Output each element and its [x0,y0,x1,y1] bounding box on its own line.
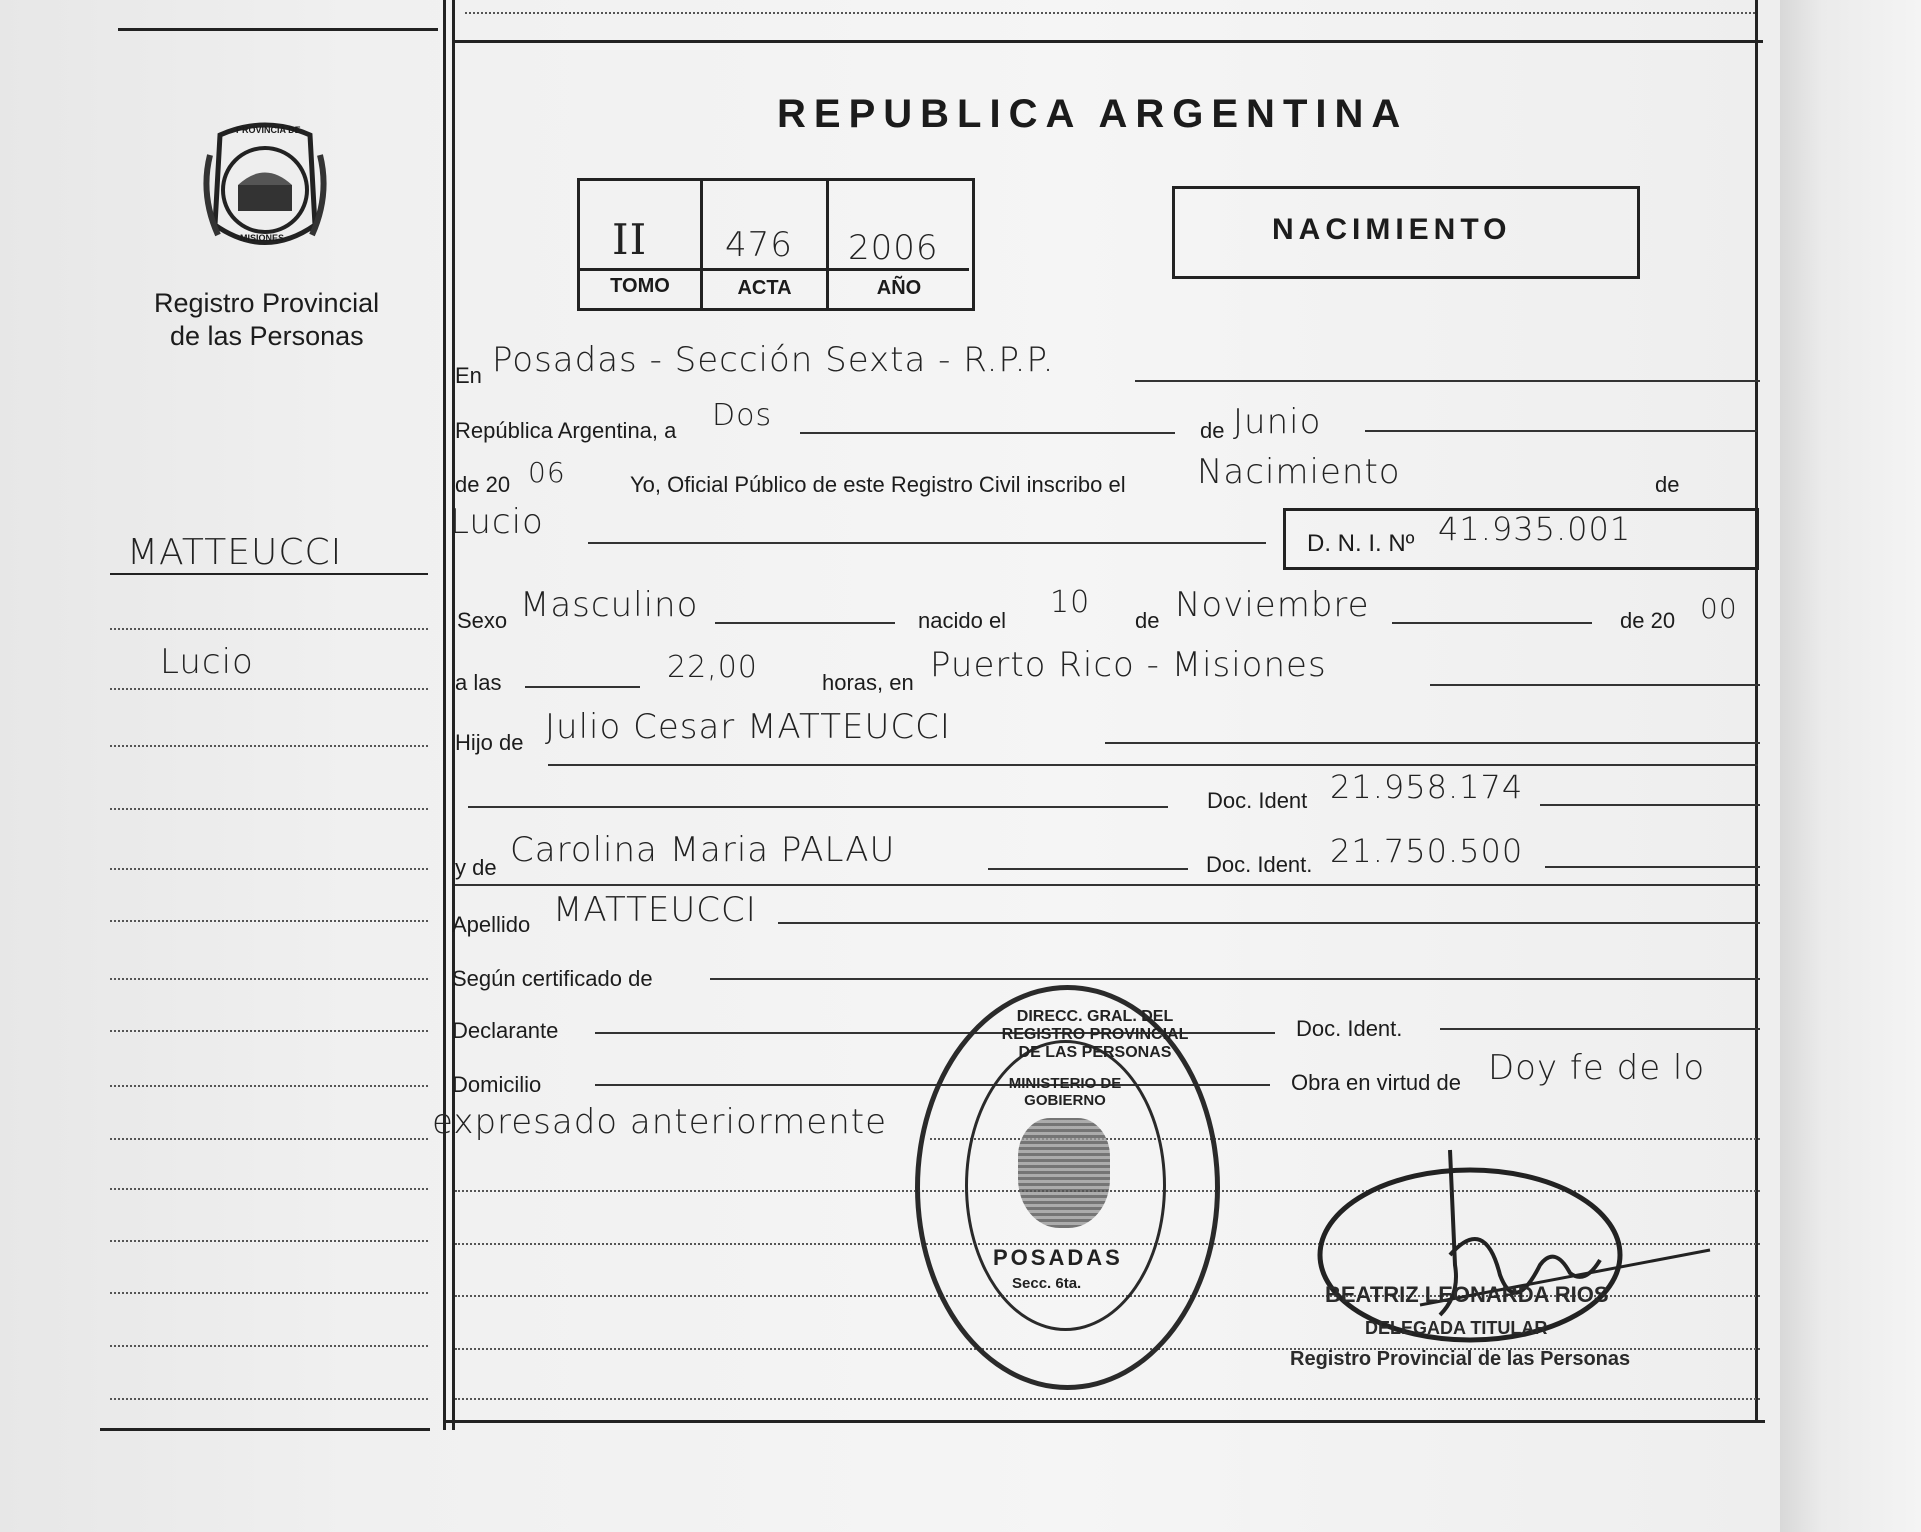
label-de20: de 20 [455,472,511,497]
label-domicilio: Domicilio [452,1072,542,1097]
label-yde: y de [455,855,497,880]
seal-inner-text: MINISTERIO DE GOBIERNO [1008,1075,1122,1109]
blank-line [710,978,1760,980]
sidebar-line [110,808,428,810]
value-anio-corto: 06 [528,456,566,489]
value-obra2: expresado anteriormente [432,1102,887,1142]
blank-line [525,686,640,688]
sidebar-line [110,1085,428,1087]
value-acto: Nacimiento [1197,452,1401,492]
column-divider-right [452,0,455,1430]
act-type: NACIMIENTO [1272,213,1512,246]
sidebar-line [110,1398,428,1400]
sidebar-line [110,1240,428,1242]
value-mes: Junio [1233,402,1322,442]
registry-title-2: de las Personas [170,321,364,351]
label-a-las: a las [455,670,502,695]
label-de: de [1200,418,1225,443]
sidebar-bottom-rule [100,1428,430,1431]
sidebar-line [110,1292,428,1294]
value-nombre: Lucio [450,502,544,542]
value-sexo: Masculino [520,585,699,625]
blank-line [1430,684,1760,686]
value-doc-padre: 21.958.174 [1330,768,1524,806]
value-obra: Doy fe de lo [1488,1048,1706,1088]
label-de20b: de 20 [1620,608,1676,633]
sidebar-line [110,1345,428,1347]
province-logo [200,115,330,260]
page-edge [1780,0,1921,1532]
blank-line [1545,866,1760,868]
top-rule-left [118,28,438,31]
tomo-value: II [612,215,648,264]
sidebar-line [110,628,428,630]
label-republica: República Argentina, a [455,418,677,443]
value-apellido: MATTEUCCI [553,890,757,930]
label-segun: Según certificado de [452,966,653,991]
signature-office: Registro Provincial de las Personas [1290,1348,1631,1370]
sidebar-line [110,688,428,690]
blank-line [1392,622,1592,624]
seal-ring-text: DIRECC. GRAL. DEL REGISTRO PROVINCIAL DE LAS PERSONAS [1001,1008,1189,1061]
label-nacido: nacido el [918,608,1007,633]
label-yo: Yo, Oficial Público de este Registro Civil inscribo el [630,472,1126,497]
label-sexo: Sexo [457,608,508,633]
logo-text-top: PROVINCIA DE [236,125,301,135]
label-declarante: Declarante [452,1018,559,1043]
blank-line [778,922,1760,924]
sidebar-line [110,920,428,922]
blank-line [715,622,895,624]
sidebar-rule [110,573,428,575]
seal-sub: Secc. 6ta. [1012,1275,1082,1292]
sidebar-line [110,1030,428,1032]
logo-text-bottom: MISIONES [240,233,285,243]
blank-line [1135,380,1760,382]
label-hijo: Hijo de [455,730,524,755]
value-dia: Dos [712,398,773,433]
value-anio-nac: 00 [1700,592,1738,625]
blank-line [548,764,1758,766]
sidebar-line [110,745,428,747]
value-dia-nac: 10 [1050,585,1091,620]
blank-line [988,868,1188,870]
sidebar-line [110,1138,428,1140]
label-de-mes: de [1135,608,1160,633]
blank-line [1365,430,1757,432]
anio-value: 2006 [848,228,939,268]
sidebar-surname: MATTEUCCI [127,532,343,573]
blank-line [1540,804,1760,806]
registry-title-1: Registro Provincial [154,288,380,318]
blank-dots [455,1398,1760,1400]
sidebar-line [110,978,428,980]
acta-value: 476 [725,225,793,265]
sidebar-line [110,868,428,870]
bottom-rule [445,1420,1765,1423]
blank-line [455,884,1760,886]
value-lugar: Posadas - Sección Sexta - R.P.P. [492,340,1055,380]
seal-crest-icon [1018,1118,1110,1228]
label-apellido: Apellido [452,912,531,937]
value-lugar-nac: Puerto Rico - Misiones [930,645,1327,685]
value-dni: 41.935.001 [1438,510,1632,548]
value-mes-nac: Noviembre [1175,585,1370,625]
value-doc-madre: 21.750.500 [1330,832,1524,870]
country-title: REPUBLICA ARGENTINA [777,92,1409,136]
right-border [1755,0,1758,1420]
label-obra: Obra en virtud de [1291,1070,1461,1095]
value-padre: Julio Cesar MATTEUCCI [545,707,951,747]
label-horas: horas, en [822,670,914,695]
record-caption-rule [577,268,969,271]
column-divider-left [443,0,446,1430]
label-dni: D. N. I. Nº [1307,530,1415,557]
top-rule-right [455,40,1763,43]
label-doc3: Doc. Ident. [1296,1016,1403,1041]
acta-label: ACTA [737,277,792,299]
tomo-label: TOMO [610,275,670,297]
sidebar-line [110,1188,428,1190]
label-en: En [455,363,482,388]
blank-line [1105,742,1760,744]
blank-line [588,542,1266,544]
value-hora: 22,00 [667,650,758,685]
blank-line [1440,1028,1760,1030]
label-de-end: de [1655,472,1680,497]
top-dots [465,12,1755,14]
label-doc1: Doc. Ident [1207,788,1308,813]
sidebar-given-name: Lucio [160,642,254,682]
label-doc2: Doc. Ident. [1206,852,1313,877]
value-madre: Carolina Maria PALAU [510,830,896,870]
seal-city: POSADAS [993,1245,1123,1270]
blank-line [800,432,1175,434]
blank-line [468,806,1168,808]
anio-label: AÑO [876,277,922,299]
signature-role: DELEGADA TITULAR [1365,1318,1548,1338]
signature-name: BEATRIZ LEONARDA RIOS [1325,1282,1609,1307]
